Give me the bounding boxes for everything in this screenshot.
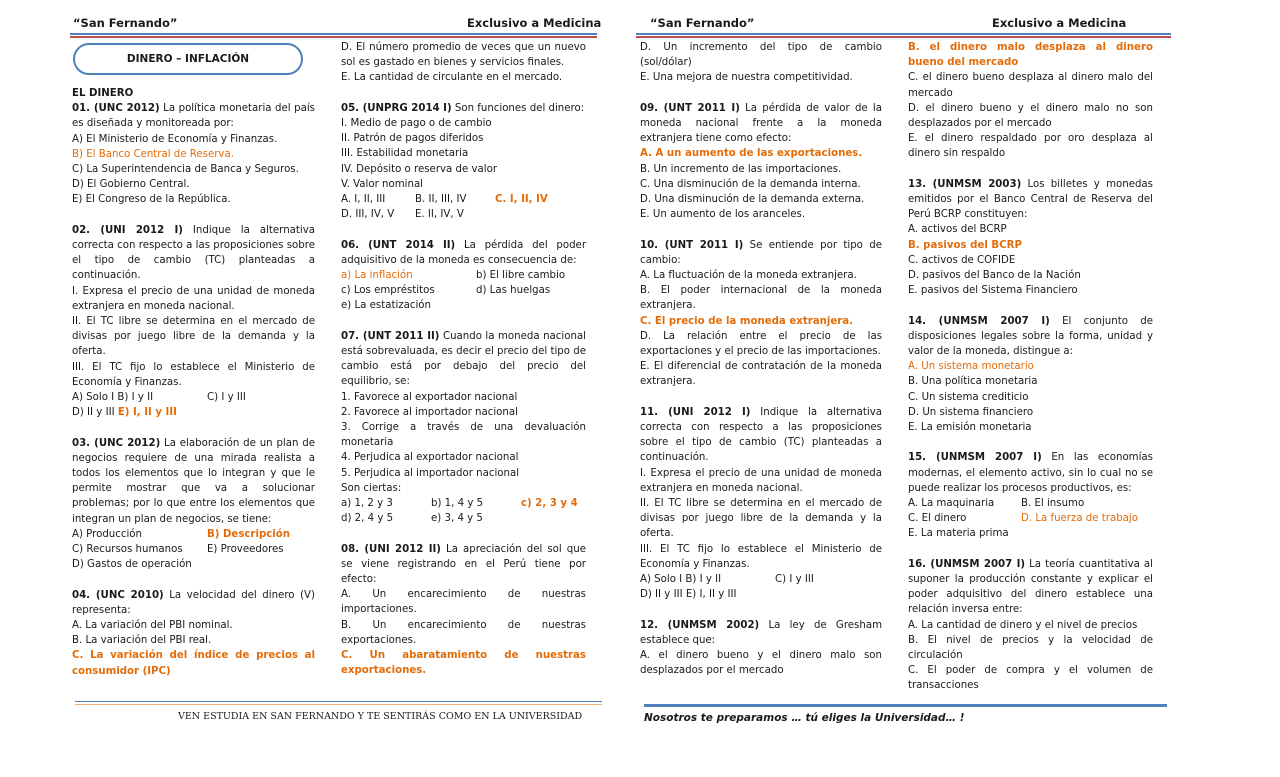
- question-11: 11. (UNI 2012 I) Indique la alternativa correcta con respecto a las proposiciones sobre el tipo de cambio (TC) planteadas a continuación. I. Expresa el precio de una unidad de moneda extranjera en moneda nacional. II. El TC libre se determina en el mercado de divisas por juego libre de la demanda y la oferta. III. El TC fijo lo establece el Ministerio de Economía y Finanzas. A) Solo I B) I y II C) I y III D) II y III E) I, II y III: [640, 406, 882, 601]
- question-14: 14. (UNMSM 2007 I) El conjunto de disposiciones legales sobre la forma, unidad y valor de la moneda, distingue a: A. Un sistema monetario B. Una política monetaria C. Un sistema crediticio D. Un sistema financiero E. La emisión monetaria: [908, 315, 1153, 434]
- header-title-left: Exclusivo a Medicina: [467, 16, 602, 30]
- question-04-cont: D. El número promedio de veces que un nuevo sol es gastado en bienes y servicios finales. E. La cantidad de circulante en el mercado.: [341, 42, 586, 84]
- question-05: 05. (UNPRG 2014 I) Son funciones del dinero: I. Medio de pago o de cambio II. Patrón de pagos diferidos III. Estabilidad monetaria IV. Depósito o reserva de valor V. Valor nominal A. I, II, III B. II, III, IV C. I, II, IV D. III, IV, V E. II, IV, V: [341, 102, 585, 221]
- question-10: 10. (UNT 2011 I) Se entiende por tipo de cambio: A. La fluctuación de la moneda extranjera. B. El poder internacional de la moneda extranjera. C. El precio de la moneda extranjera. D. La relación entre el precio de las exportaciones y el precio de las importaciones. E. El diferencial de contratación de la moneda extranjera.: [640, 239, 882, 388]
- question-08: 08. (UNI 2012 II) La apreciación del sol que se viene registrando en el Perú tiene por efecto: A. Un encarecimiento de nuestras importaciones. B. Un encarecimiento de nuestras exportaciones. C. Un abaratamiento de nuestras exportaciones.: [341, 543, 586, 677]
- footer-rule-blue-left: [75, 701, 602, 702]
- footer-rule-blue-right: [644, 704, 1167, 707]
- footer-slogan-right: Nosotros te preparamos … tú eliges la Universidad… !: [644, 712, 965, 724]
- question-07: 07. (UNT 2011 II) Cuando la moneda nacional está sobrevaluada, es decir el precio del tipo de cambio está por debajo del precio del equilibrio, se: 1. Favorece al exportador nacional 2. Favorece al importador nacional 3. Corrige a través de una devaluación monetaria 4. Perjudica al exportador nacional 5. Perjudica al importador nacional Son ciertas: a) 1, 2 y 3 b) 1, 4 y 5 c) 2, 3 y 4 d) 2, 4 y 5 e) 3, 4 y 5: [341, 330, 586, 525]
- column-3: [640, 40, 882, 678]
- section-heading: EL DINERO: [72, 88, 134, 99]
- title-box: DINERO – INFLACIÓN: [73, 43, 303, 75]
- header-title-right: Exclusivo a Medicina: [992, 16, 1127, 30]
- column-1: [72, 86, 315, 679]
- question-01: 01. (UNC 2012) La política monetaria del país es diseñada y monitoreada por: A) El Ministerio de Economía y Finanzas. B) El Banco Central de Reserva. C) La Superintendencia de Banca y Seguros. D) El Gobierno Central. E) El Congreso de la República.: [72, 103, 315, 206]
- header-school-right: “San Fernando”: [650, 16, 755, 30]
- header-rule-blue-right: [636, 33, 1171, 35]
- header-rule-red-left: [70, 36, 597, 38]
- header-rule-blue-left: [70, 33, 597, 35]
- question-08-cont: D. Un incremento del tipo de cambio (sol/dólar) E. Una mejora de nuestra competitividad.: [640, 42, 882, 84]
- question-09: 09. (UNT 2011 I) La pérdida de valor de la moneda nacional frente a la moneda extranjera tiene como efecto: A. A un aumento de las exportaciones. B. Un incremento de las importaciones. C. Una disminución de la demanda interna. D. Una disminución de la demanda externa. E. Un aumento de los aranceles.: [640, 102, 882, 221]
- header-school-left: “San Fernando”: [73, 16, 178, 30]
- column-4: [908, 40, 1153, 694]
- footer-rule-orange-left: [75, 704, 602, 705]
- question-06: 06. (UNT 2014 II) La pérdida del poder adquisitivo de la moneda es consecuencia de: a) La inflación b) El libre cambio c) Los empréstitos d) Las huelgas e) La estatización: [341, 239, 587, 312]
- question-12: 12. (UNMSM 2002) La ley de Gresham establece que: A. el dinero bueno y el dinero malo son desplazados por el mercado: [640, 619, 882, 677]
- column-2: [341, 40, 586, 678]
- question-13: 13. (UNMSM 2003) Los billetes y monedas emitidos por el Banco Central de Reserva del Perú BCRP constituyen: A. activos del BCRP B. pasivos del BCRP C. activos de COFIDE D. pasivos del Banco de la Nación E. pasivos del Sistema Financiero: [908, 178, 1153, 297]
- question-03: 03. (UNC 2012) La elaboración de un plan de negocios requiere de una mirada realista a todos los elementos que lo integran y que le permite mostrar que va a solucionar problemas; por lo que entre los elementos que integran un plan de negocios, se tiene: A) Producción B) Descripción C) Recursos humanos E) Proveedores D) Gastos de operación: [72, 437, 315, 571]
- header-rule-red-right: [636, 36, 1171, 38]
- question-04: 04. (UNC 2010) La velocidad del dinero (V) representa: A. La variación del PBI nominal. B. La variación del PBI real. C. La variación del índice de precios al consumidor (IPC): [72, 589, 315, 677]
- question-02: 02. (UNI 2012 I) Indique la alternativa correcta con respecto a las proposiciones sobre el tipo de cambio (TC) planteadas a continuación. I. Expresa el precio de una unidad de moneda extranjera en moneda nacional. II. El TC libre se determina en el mercado de divisas por juego libre de la demanda y la oferta. III. El TC fijo lo establece el Ministerio de Economía y Finanzas. A) Solo I B) I y II C) I y III D) II y III E) I, II y III: [72, 224, 315, 419]
- question-12-cont: B. el dinero malo desplaza al dinero bueno del mercado C. el dinero bueno desplaza al dinero malo del mercado D. el dinero bueno y el dinero malo no son desplazados por el mercado E. el dinero respaldado por oro desplaza al dinero sin respaldo: [908, 42, 1153, 160]
- question-15: 15. (UNMSM 2007 I) En las economías modernas, el elemento activo, sin lo cual no se puede realizar los procesos productivos, es: A. La maquinaria B. El insumo C. El dinero D. La fuerza de trabajo E. La materia prima: [908, 452, 1153, 540]
- question-16: 16. (UNMSM 2007 I) La teoría cuantitativa al suponer la producción constante y explicar el poder adquisitivo del dinero establece una relación inversa entre: A. La cantidad de dinero y el nivel de precios B. El nivel de precios y la velocidad de circulación C. El poder de compra y el volumen de transacciones: [908, 558, 1153, 692]
- footer-slogan-left: VEN ESTUDIA EN SAN FERNANDO Y TE SENTIRÁS COMO EN LA UNIVERSIDAD: [178, 711, 583, 722]
